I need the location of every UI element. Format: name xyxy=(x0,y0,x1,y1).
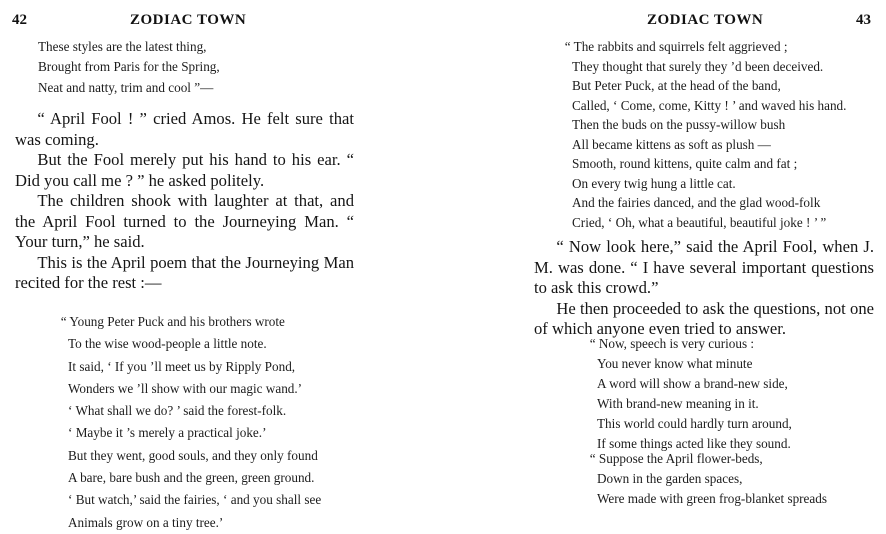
verse-line: With brand-new meaning in it. xyxy=(597,396,759,411)
poem-line: ‘ What shall we do? ’ said the forest-folk. xyxy=(68,403,287,419)
verse-line: You never know what minute xyxy=(597,356,753,371)
verse-continued xyxy=(38,37,220,98)
prose-block xyxy=(534,237,874,340)
verse-line: “ Now, speech is very curious : xyxy=(589,336,755,351)
running-head: ZODIAC TOWN xyxy=(647,12,764,28)
prose-block xyxy=(15,109,354,294)
paragraph: But the Fool merely put his hand to his ear. “ Did you call me ? ” he asked politely. xyxy=(15,150,354,190)
poem-line: But they went, good souls, and they only found xyxy=(68,447,318,463)
poem-line: ‘ But watch,’ said the fairies, ‘ and you shall see xyxy=(68,492,322,508)
paragraph: He then proceeded to ask the questions, not one of which anyone even tried to answer. xyxy=(534,298,874,338)
verse-line: Brought from Paris for the Spring, xyxy=(38,59,220,75)
verse-line: These styles are the latest thing, xyxy=(38,39,207,54)
page-number: 43 xyxy=(856,12,871,28)
poem-line: Called, ‘ Come, come, Kitty ! ’ and waved his hand. xyxy=(572,97,847,113)
running-head: ZODIAC TOWN xyxy=(130,12,247,28)
paragraph: “ April Fool ! ” cried Amos. He felt sure that was coming. xyxy=(15,109,354,149)
question-verse xyxy=(589,449,827,509)
verse-line: “ Suppose the April flower-beds, xyxy=(589,451,763,466)
question-verse xyxy=(589,334,792,454)
poem-line: They thought that surely they ’d been deceived. xyxy=(572,58,824,74)
verse-line: Neat and natty, trim and cool ”— xyxy=(38,79,214,95)
poem-line: Cried, ‘ Oh, what a beautiful, beautiful joke ! ’ ” xyxy=(572,214,827,230)
april-poem-continued xyxy=(564,37,847,232)
poem-line: All became kittens as soft as plush — xyxy=(572,136,771,152)
verse-line: If some things acted like they sound. xyxy=(597,436,791,451)
poem-line: But Peter Puck, at the head of the band, xyxy=(572,78,781,93)
poem-line: ‘ Maybe it ’s merely a practical joke.’ xyxy=(68,425,267,441)
poem-line: Wonders we ’ll show with our magic wand.’ xyxy=(68,380,303,396)
verse-line: Down in the garden spaces, xyxy=(597,471,743,486)
verse-line: Were made with green frog-blanket spreads xyxy=(597,491,827,506)
poem-line: “ Young Peter Puck and his brothers wrote xyxy=(60,314,285,329)
poem-line: Then the buds on the pussy-willow bush xyxy=(572,117,786,132)
paragraph: This is the April poem that the Journeying Man recited for the rest :— xyxy=(15,252,354,292)
poem-line: It said, ‘ If you ’ll meet us by Ripply Pond, xyxy=(68,358,296,374)
verse-line: This world could hardly turn around, xyxy=(597,416,792,431)
poem-line: On every twig hung a little cat. xyxy=(572,175,736,191)
page-number: 42 xyxy=(12,12,27,28)
paragraph: The children shook with laughter at that, and the April Fool turned to the Journeying Man. “ Your turn,” he said. xyxy=(15,191,354,251)
poem-line: And the fairies danced, and the glad wood-folk xyxy=(572,195,821,210)
poem-line: A bare, bare bush and the green, green ground. xyxy=(68,470,315,486)
left-page xyxy=(0,0,443,530)
poem-line: Smooth, round kittens, quite calm and fat ; xyxy=(572,156,798,171)
poem-line: Animals grow on a tiny tree.’ xyxy=(68,514,224,530)
verse-line: A word will show a brand-new side, xyxy=(597,376,788,391)
poem-line: “ The rabbits and squirrels felt aggrieved ; xyxy=(564,39,788,54)
paragraph: “ Now look here,” said the April Fool, when J. M. was done. “ I have several important questions to ask this crowd.” xyxy=(534,237,874,297)
april-poem xyxy=(60,311,322,534)
right-page xyxy=(443,0,886,514)
poem-line: To the wise wood-people a little note. xyxy=(68,336,267,352)
